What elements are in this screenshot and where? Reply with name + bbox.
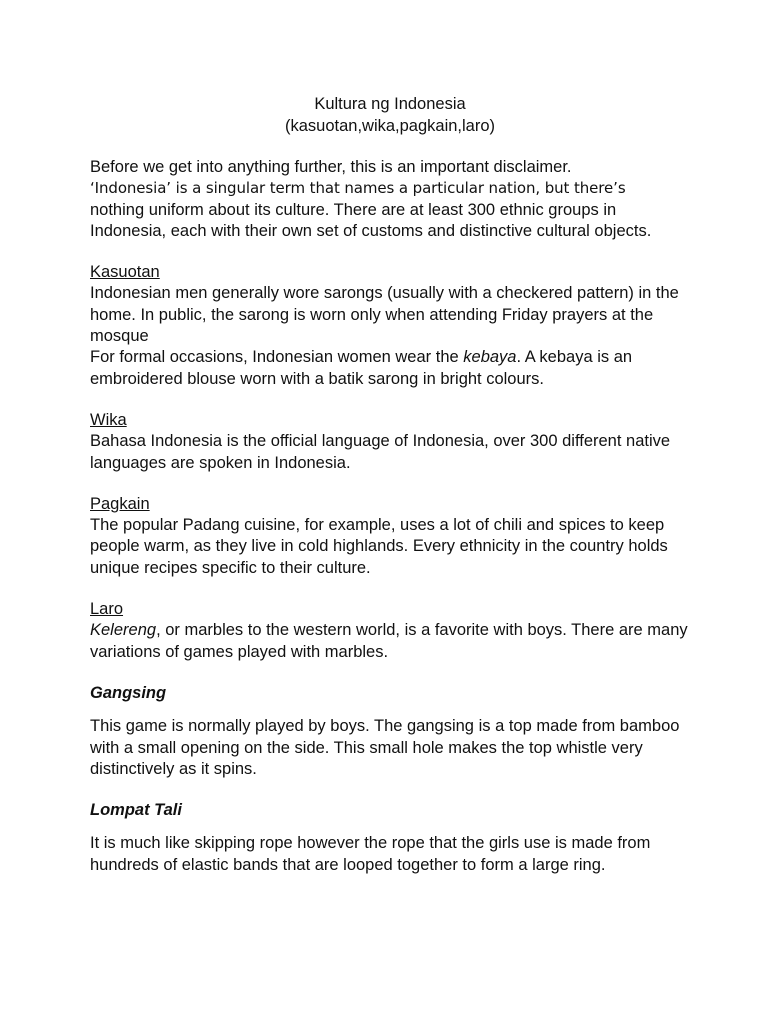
kasuotan-paragraph-1: Indonesian men generally wore sarongs (usually with a checkered pattern) in the home. In public, the sarong is worn only when attending Friday prayers at the mosque: [90, 284, 679, 346]
gangsing-paragraph: This game is normally played by boys. The gangsing is a top made from bamboo with a small opening on the side. This small hole makes the top whistle very distinctively as it spins.: [90, 717, 680, 778]
intro-text: nothing uniform about its culture. There are at least 300 ethnic groups in Indonesia, each with their own set of customs and distinctive cultural objects.: [90, 200, 652, 240]
section-heading-gangsing: Gangsing: [90, 683, 167, 702]
kasuotan-paragraph-2: [90, 347, 690, 390]
kasuotan-text-a: For formal occasions, Indonesian women wear the: [90, 348, 464, 367]
intro-paragraph: [90, 157, 690, 242]
title-line-1: Kultura ng Indonesia: [314, 95, 466, 113]
kasuotan-text-b: . A kebaya is an embroidered blouse worn with a batik sarong in bright colours.: [90, 348, 633, 388]
disclaimer-note: ‘Indonesia’ is a singular term that names a particular nation, but there’s: [90, 179, 626, 198]
laro-paragraph: [90, 620, 690, 663]
section-heading-kasuotan: Kasuotan: [90, 263, 160, 282]
section-heading-pagkain: Pagkain: [90, 494, 150, 513]
kebaya-term: kebaya: [463, 348, 517, 367]
laro-text: , or marbles to the western world, is a favorite with boys. There are many variations of games played with marbles.: [90, 621, 688, 661]
kelereng-term: Kelereng: [90, 621, 157, 640]
document-content: [90, 93, 690, 876]
wika-paragraph: Bahasa Indonesia is the official language of Indonesia, over 300 different native languages are spoken in Indonesia.: [90, 432, 671, 472]
section-heading-laro: Laro: [90, 600, 124, 619]
section-heading-wika: Wika: [90, 410, 127, 429]
document-title: [90, 93, 690, 137]
disclaimer-lead: Before we get into anything further, this is an important disclaimer.: [90, 158, 572, 176]
pagkain-paragraph: The popular Padang cuisine, for example, uses a lot of chili and spices to keep people warm, as they live in cold highlands. Every ethnicity in the country holds unique recipes specific to their culture.: [90, 516, 668, 577]
title-line-2: (kasuotan,wika,pagkain,laro): [284, 117, 496, 135]
section-heading-lompat-tali: Lompat Tali: [90, 801, 182, 820]
lompat-tali-paragraph: It is much like skipping rope however the rope that the girls use is made from hundreds of elastic bands that are looped together to form a large ring.: [90, 834, 651, 874]
